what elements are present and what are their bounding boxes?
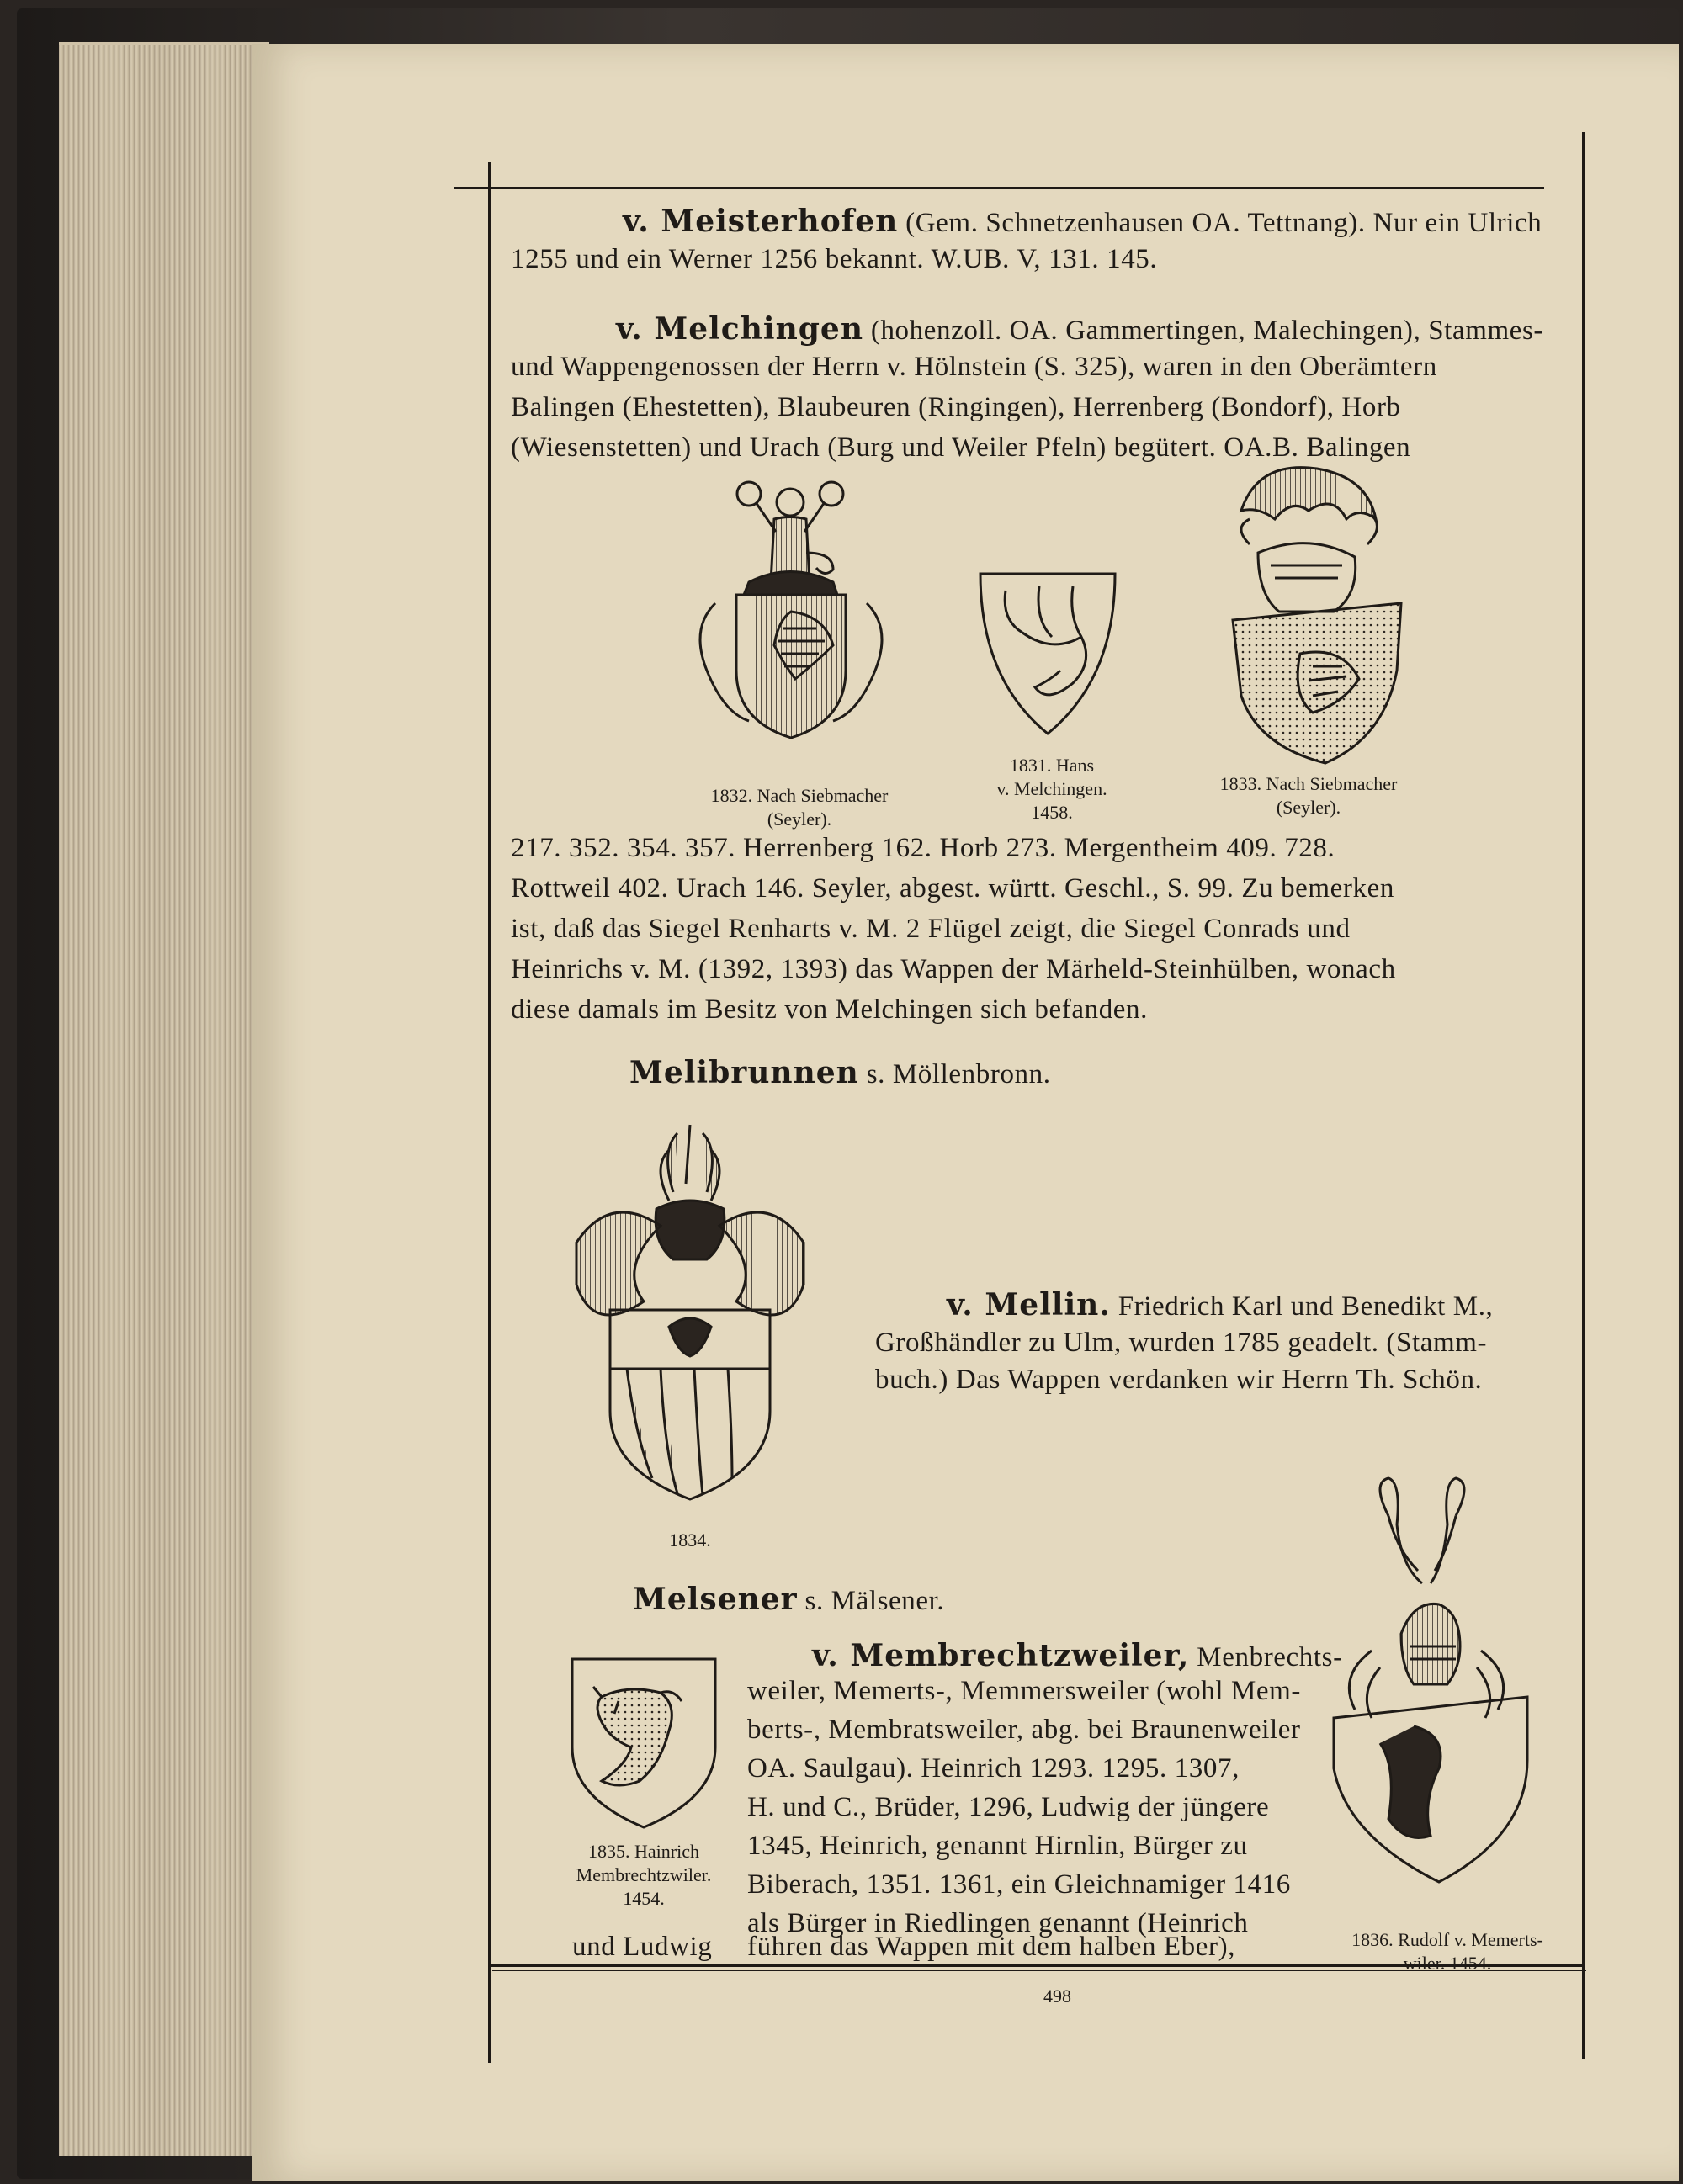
- right-rule: [1582, 132, 1585, 2059]
- caption-line: Membrechtzwiler.: [576, 1864, 712, 1885]
- text-line: Biberach, 1351. 1361, ein Gleichnamiger 1416: [747, 1869, 1291, 1900]
- coat-of-arms-1831: [976, 570, 1119, 738]
- text-line: Menbrechts-: [1189, 1642, 1343, 1672]
- caption-line: 1832. Nach Siebmacher: [710, 785, 889, 806]
- coat-of-arms-1835: [568, 1655, 719, 1831]
- text-line: (Gem. Schnetzenhausen OA. Tettnang). Nur ein Ulrich: [898, 208, 1542, 238]
- caption-line: 1831. Hans: [1009, 755, 1095, 776]
- lemma: v. Mellin.: [947, 1287, 1111, 1323]
- text-line: 217. 352. 354. 357. Herrenberg 162. Horb 273. Mergentheim 409. 728.: [511, 833, 1335, 863]
- text-line: diese damals im Besitz von Melchingen sich befanden.: [511, 994, 1149, 1025]
- top-rule: [454, 187, 1544, 189]
- text-line: Friedrich Karl und Benedikt M.,: [1110, 1291, 1494, 1322]
- lemma: v. Melchingen: [616, 311, 863, 347]
- caption-line: 1836. Rudolf v. Memerts-: [1351, 1929, 1543, 1950]
- text-line: führen das Wappen mit dem halben Eber),: [747, 1932, 1236, 1962]
- text-line: Großhändler zu Ulm, wurden 1785 geadelt. (Stamm-: [875, 1328, 1488, 1358]
- text-line: als Bürger in Riedlingen genannt (Heinrich: [747, 1908, 1249, 1938]
- page-number: 498: [1043, 1985, 1071, 2006]
- caption-line: 1454.: [623, 1888, 665, 1909]
- text-line: ist, daß das Siegel Renharts v. M. 2 Flügel zeigt, die Siegel Conrads und: [511, 914, 1351, 944]
- text-line: (Wiesenstetten) und Urach (Burg und Weiler Pfeln) begütert. OA.B. Balingen: [511, 432, 1411, 463]
- coat-of-arms-1833: [1199, 460, 1418, 780]
- caption-1836: [1321, 1928, 1574, 1975]
- caption-line: (Seyler).: [767, 808, 832, 830]
- caption-1831: [968, 754, 1136, 824]
- lemma: v. Meisterhofen: [623, 204, 899, 239]
- caption-line: 1834.: [669, 1529, 711, 1551]
- text-line: s. Möllenbronn.: [858, 1059, 1051, 1089]
- text-line: Balingen (Ehestetten), Blaubeuren (Ringingen), Herrenberg (Bondorf), Horb: [511, 392, 1401, 422]
- lemma: Melibrunnen: [629, 1055, 859, 1090]
- caption-1833: [1182, 772, 1435, 819]
- caption-1834: [619, 1529, 762, 1552]
- caption-line: wiler. 1454.: [1403, 1953, 1492, 1974]
- left-rule: [488, 162, 491, 2063]
- caption-1835: [551, 1840, 736, 1911]
- lemma: Melsener: [633, 1582, 798, 1617]
- text-line: 1255 und ein Werner 1256 bekannt. W.UB. V, 131. 145.: [511, 244, 1158, 274]
- text-line: Rottweil 402. Urach 146. Seyler, abgest. württ. Geschl., S. 99. Zu bemerken: [511, 873, 1394, 904]
- text-line: (hohenzoll. OA. Gammertingen, Malechingen), Stammes-: [863, 315, 1544, 346]
- caption-line: 1835. Hainrich: [588, 1841, 699, 1862]
- caption-line: v. Melchingen.: [996, 778, 1107, 799]
- text-line: weiler, Memerts-, Memmersweiler (wohl Mem-: [747, 1676, 1302, 1706]
- coat-of-arms-1834: [560, 1116, 820, 1512]
- entry-melsener: [633, 1582, 944, 1617]
- text-line: und Wappengenossen der Herrn v. Hölnstein (S. 325), waren in den Oberämtern: [511, 352, 1437, 382]
- text-line: H. und C., Brüder, 1296, Ludwig der jüngere: [747, 1792, 1270, 1822]
- lemma: v. Membrechtzweiler,: [812, 1638, 1190, 1673]
- coat-of-arms-1832: [690, 469, 892, 755]
- caption-line: 1458.: [1031, 802, 1073, 823]
- text-line: berts-, Membratsweiler, abg. bei Braunenweiler: [747, 1715, 1301, 1745]
- book-page: [252, 44, 1679, 2181]
- caption-1832: [673, 784, 926, 831]
- text-line: OA. Saulgau). Heinrich 1293. 1295. 1307,: [747, 1753, 1240, 1784]
- page-edges: [59, 42, 269, 2156]
- caption-line: 1833. Nach Siebmacher: [1219, 773, 1398, 794]
- text-line: 1345, Heinrich, genannt Hirnlin, Bürger zu: [747, 1831, 1248, 1861]
- text-line: s. Mälsener.: [797, 1586, 945, 1616]
- caption-line: (Seyler).: [1276, 797, 1341, 818]
- entry-melibrunnen: [629, 1055, 1051, 1090]
- text-line: und Ludwig: [572, 1932, 713, 1962]
- text-line: buch.) Das Wappen verdanken wir Herrn Th. Schön.: [875, 1365, 1483, 1395]
- coat-of-arms-1836: [1321, 1466, 1540, 1903]
- text-line: Heinrichs v. M. (1392, 1393) das Wappen der Märheld-Steinhülben, wonach: [511, 954, 1396, 984]
